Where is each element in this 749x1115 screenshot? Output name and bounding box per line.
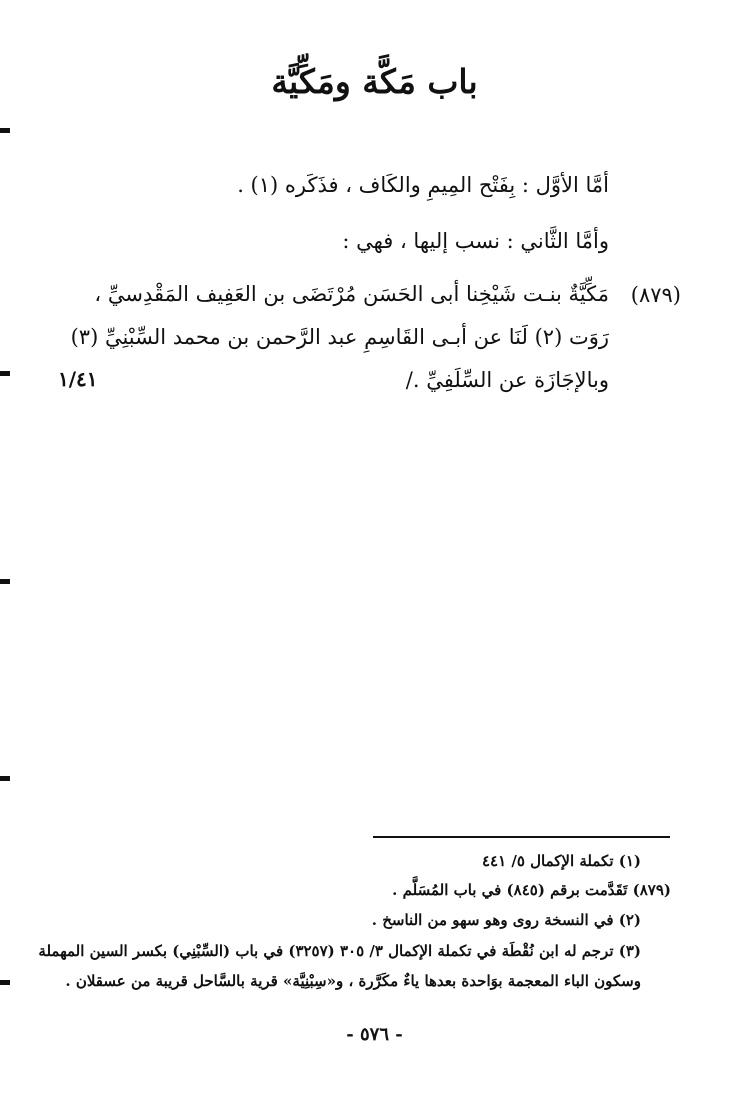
page-title: باب مَكَّة ومَكِّيَّة [271, 62, 478, 101]
entry-line-3: وبالإجَازَة عن السِّلَفِيِّ ./ [405, 368, 609, 392]
entry-number: (٨٧٩) [630, 283, 681, 307]
entry-line-2: رَوَت (٢) لَنَا عن أبـى القَاسِمِ عبد الرَّحمن بن محمد السِّبْنِيِّ (٣) [70, 325, 609, 349]
edge-mark [0, 776, 10, 781]
edge-mark [0, 128, 10, 133]
footnote-3-continued: وسكون الباء المعجمة بوَاحدة بعدها ياءٌ مكَرَّرة ، و«سِبْنِيَّة» قرية بالسَّاحل قريبة من عسقلان . [65, 972, 641, 990]
edge-mark [0, 579, 10, 584]
footnote-divider [373, 836, 670, 838]
body-line-2: وأمَّا الثَّاني : نسب إليها ، فهي : [342, 229, 609, 253]
footnote-879: (٨٧٩) تَقَدَّمت برقم (٨٤٥) في باب المُسَلَّم . [392, 881, 671, 899]
edge-mark [0, 980, 10, 985]
entry-line-1: مَكِّيَّةٌ بنـت شَيْخِنا أبى الحَسَن مُرْتَضَى بن العَفِيف المَقْدِسيِّ ، [94, 282, 609, 306]
footnote-3: (٣) ترجم له ابن نُقْطَة في تكملة الإكمال ٣/ ٣٠٥ (٣٢٥٧) في باب (السِّبْنِي) بكسر السين المهملة [38, 942, 641, 960]
page-number: - ٥٧٦ - [346, 1024, 403, 1045]
edge-mark [0, 371, 10, 376]
margin-reference: ١/٤١ [58, 367, 98, 391]
body-line-1: أمَّا الأوَّل : بِفَتْح المِيمِ والكَاف ، فذَكَره (١) . [237, 173, 609, 197]
footnote-1: (١) تكملة الإكمال ٥/ ٤٤١ [481, 852, 641, 870]
footnote-2: (٢) في النسخة روى وهو سهو من الناسخ . [371, 911, 641, 929]
